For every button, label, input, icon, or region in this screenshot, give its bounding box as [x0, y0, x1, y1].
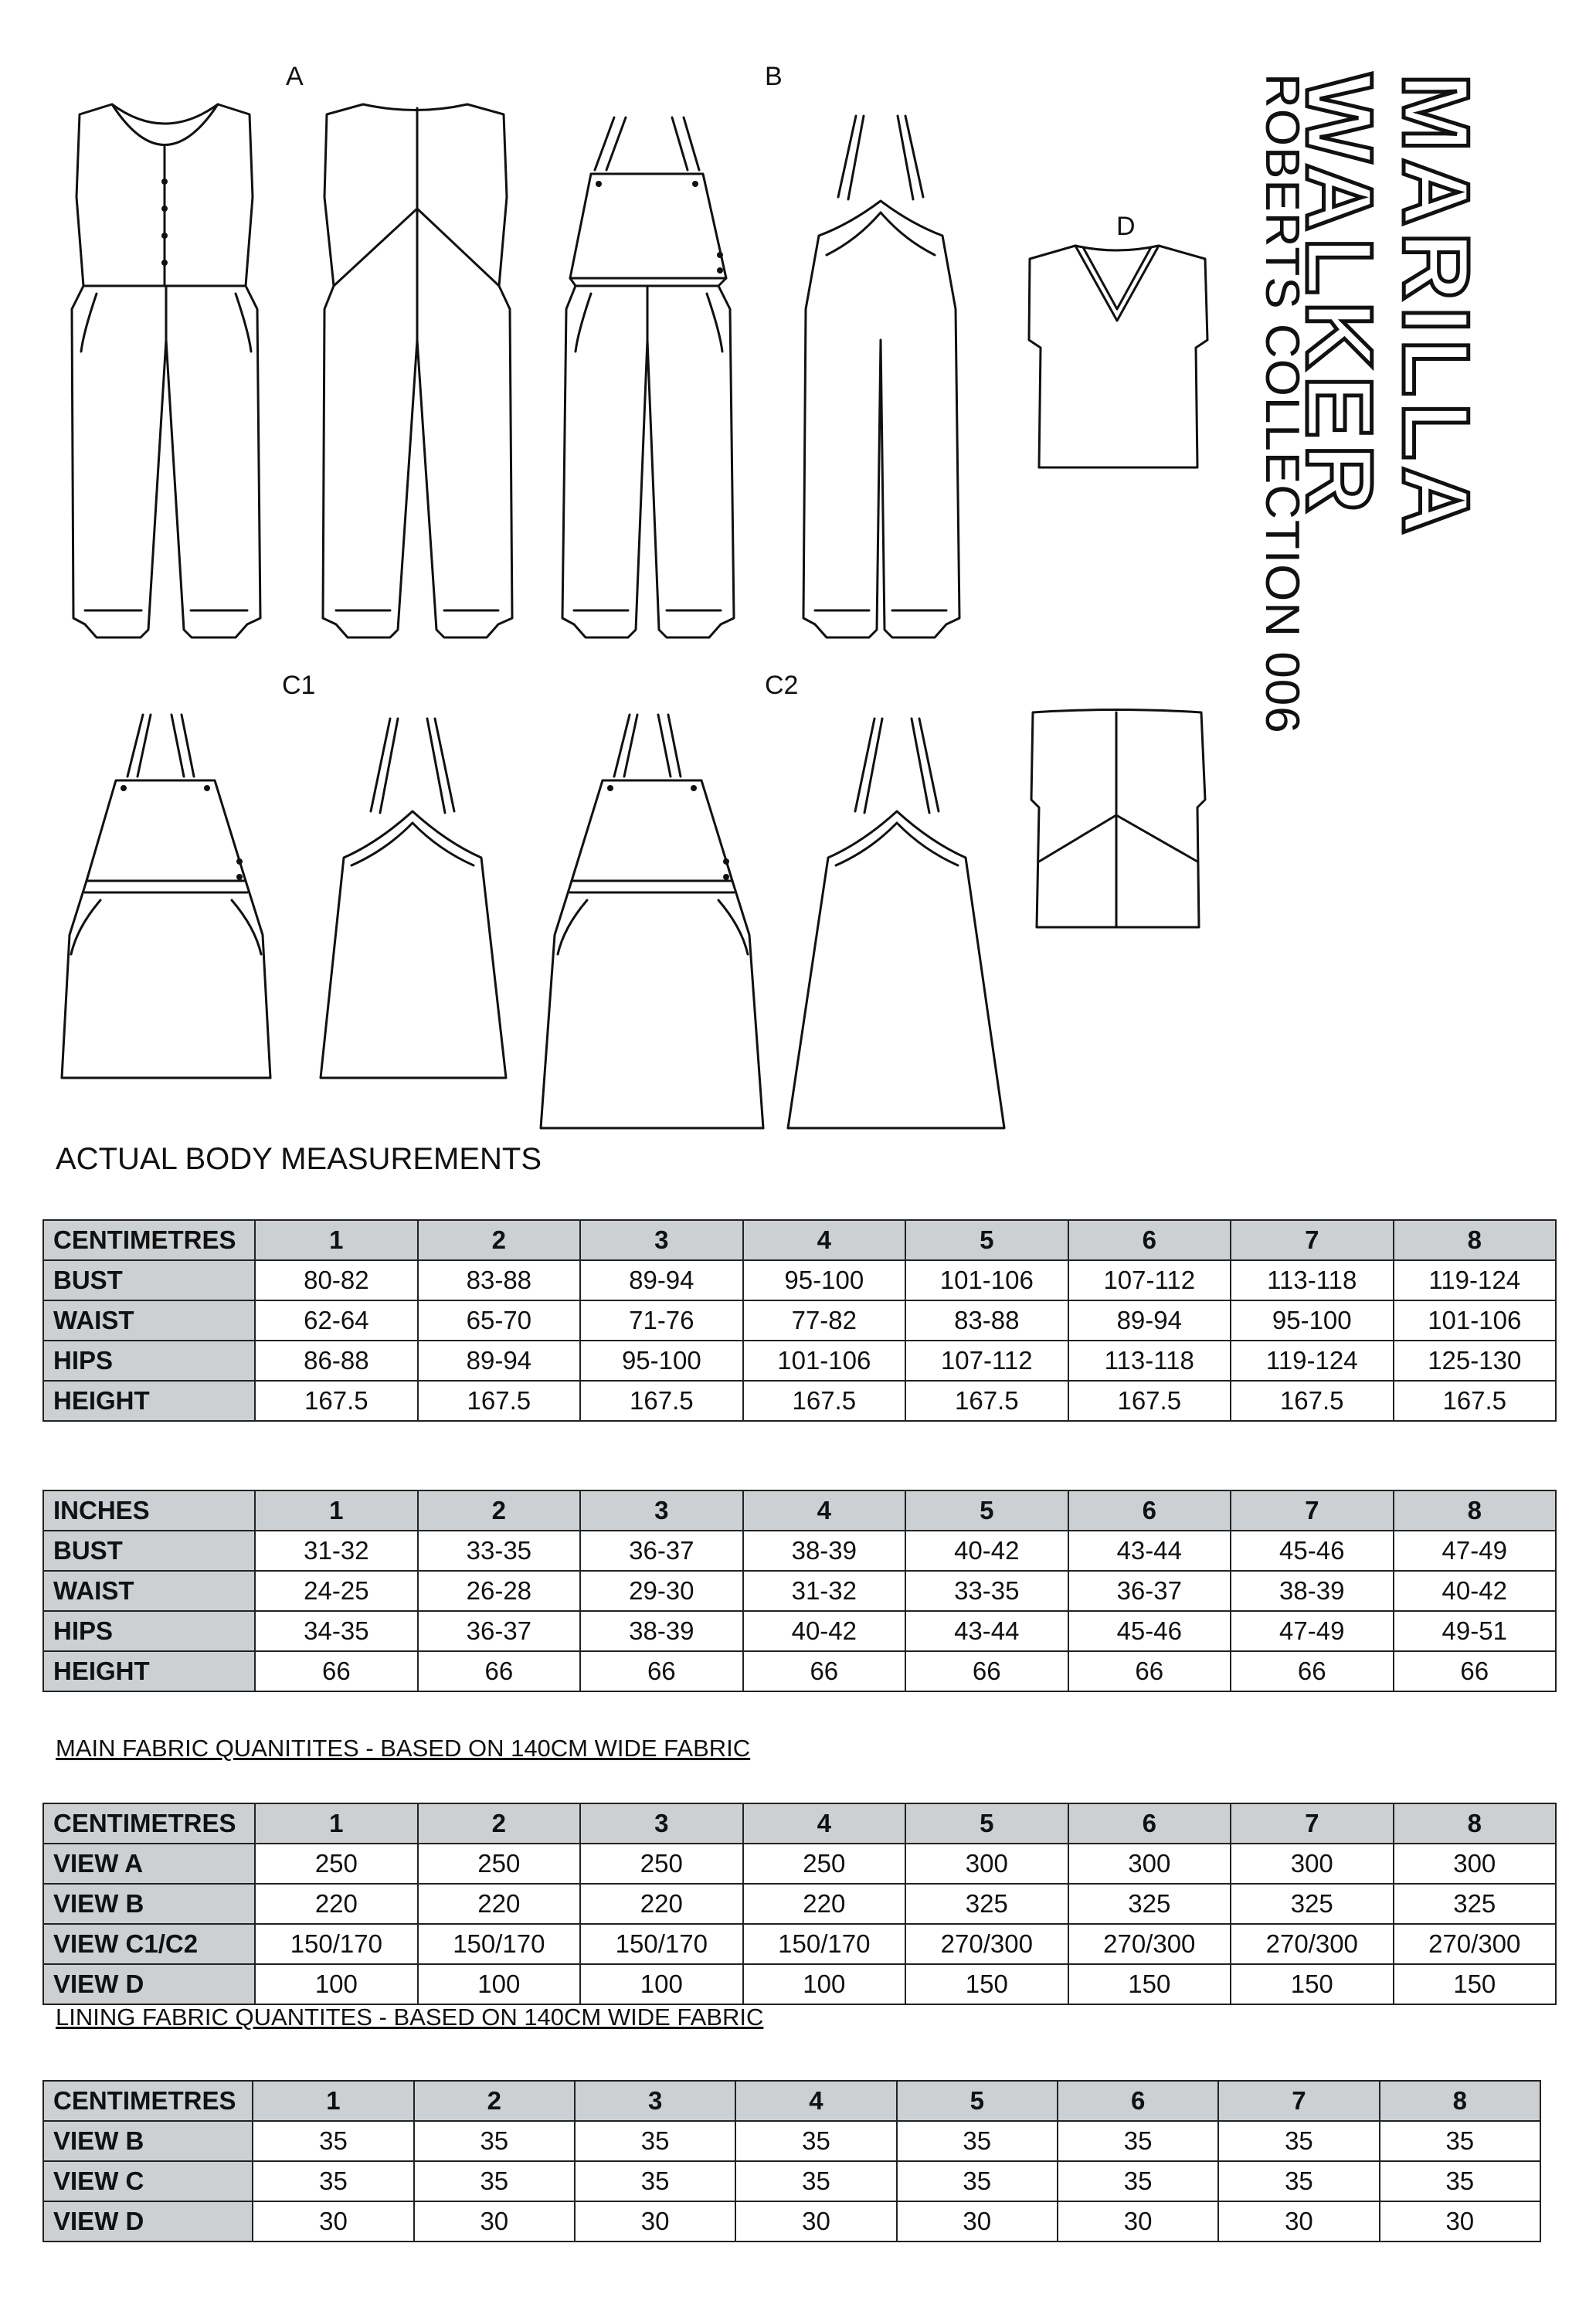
row-label-cell: BUST	[43, 1531, 255, 1571]
row-label-cell: WAIST	[43, 1571, 255, 1611]
size-header-cell: 4	[743, 1220, 905, 1260]
row-label-cell: HEIGHT	[43, 1381, 255, 1421]
row-label-cell: VIEW C	[43, 2161, 253, 2201]
view-a-back-jumpsuit	[323, 104, 512, 637]
table-row	[43, 2121, 1540, 2161]
value-cell: 250	[580, 1844, 742, 1884]
size-header-cell: 7	[1231, 1220, 1393, 1260]
value-cell: 30	[1380, 2201, 1540, 2242]
value-cell: 43-44	[1068, 1531, 1231, 1571]
value-cell: 83-88	[905, 1300, 1068, 1341]
table-row	[43, 1611, 1556, 1651]
table-row	[43, 1341, 1556, 1381]
row-label-cell: BUST	[43, 1260, 255, 1300]
brand-block: MARILLA WALKER ROBERTS COLLECTION 006	[1255, 73, 1489, 734]
lining-fabric-quantities-table	[42, 2080, 1541, 2242]
table-header-row	[43, 1220, 1556, 1260]
row-label-cell: WAIST	[43, 1300, 255, 1341]
unit-header-cell: CENTIMETRES	[43, 2081, 253, 2121]
view-b-front-dungarees	[562, 117, 734, 637]
size-header-cell: 8	[1394, 1490, 1557, 1531]
value-cell: 220	[743, 1884, 905, 1924]
value-cell: 270/300	[1394, 1924, 1557, 1964]
value-cell: 35	[1380, 2161, 1540, 2201]
value-cell: 119-124	[1231, 1341, 1393, 1381]
size-header-cell: 2	[418, 1490, 580, 1531]
value-cell: 31-32	[743, 1571, 905, 1611]
value-cell: 62-64	[255, 1300, 417, 1341]
size-header-cell: 1	[253, 2081, 413, 2121]
value-cell: 325	[1068, 1884, 1231, 1924]
table-row	[43, 2161, 1540, 2201]
value-cell: 45-46	[1068, 1611, 1231, 1651]
value-cell: 107-112	[905, 1341, 1068, 1381]
table-row	[43, 1844, 1556, 1884]
value-cell: 86-88	[255, 1341, 417, 1381]
value-cell: 35	[1218, 2121, 1379, 2161]
value-cell: 35	[253, 2161, 413, 2201]
view-b-back-dungarees	[803, 116, 959, 637]
unit-header-cell: CENTIMETRES	[43, 1220, 255, 1260]
value-cell: 35	[897, 2161, 1058, 2201]
value-cell: 77-82	[743, 1300, 905, 1341]
value-cell: 270/300	[1068, 1924, 1231, 1964]
value-cell: 47-49	[1394, 1531, 1557, 1571]
value-cell: 40-42	[905, 1531, 1068, 1571]
value-cell: 167.5	[255, 1381, 417, 1421]
row-label-cell: VIEW B	[43, 1884, 255, 1924]
row-label-cell: VIEW D	[43, 1964, 255, 2004]
value-cell: 95-100	[743, 1260, 905, 1300]
row-label-cell: VIEW D	[43, 2201, 253, 2242]
unit-header-cell: INCHES	[43, 1490, 255, 1531]
view-label-c2: C2	[765, 671, 799, 700]
view-a-front-jumpsuit	[72, 104, 260, 637]
value-cell: 35	[253, 2121, 413, 2161]
value-cell: 49-51	[1394, 1611, 1557, 1651]
value-cell: 100	[743, 1964, 905, 2004]
value-cell: 40-42	[1394, 1571, 1557, 1611]
value-cell: 30	[1218, 2201, 1379, 2242]
value-cell: 325	[1394, 1884, 1557, 1924]
size-header-cell: 1	[255, 1490, 417, 1531]
value-cell: 325	[1231, 1884, 1393, 1924]
value-cell: 125-130	[1394, 1341, 1557, 1381]
value-cell: 30	[253, 2201, 413, 2242]
value-cell: 29-30	[580, 1571, 742, 1611]
table-row	[43, 1300, 1556, 1341]
size-header-cell: 1	[255, 1220, 417, 1260]
main-fabric-quantities-table	[42, 1803, 1557, 2005]
value-cell: 150/170	[743, 1924, 905, 1964]
value-cell: 66	[1068, 1651, 1231, 1691]
value-cell: 24-25	[255, 1571, 417, 1611]
value-cell: 89-94	[1068, 1300, 1231, 1341]
size-header-cell: 7	[1231, 1490, 1393, 1531]
value-cell: 26-28	[418, 1571, 580, 1611]
size-header-cell: 8	[1394, 1220, 1557, 1260]
value-cell: 300	[1394, 1844, 1557, 1884]
size-header-cell: 1	[255, 1803, 417, 1844]
value-cell: 95-100	[1231, 1300, 1393, 1341]
size-header-cell: 8	[1394, 1803, 1557, 1844]
value-cell: 95-100	[580, 1341, 742, 1381]
value-cell: 80-82	[255, 1260, 417, 1300]
lining-fabric-heading: LINING FABRIC QUANTITES - BASED ON 140CM WIDE FABRIC	[56, 2004, 764, 2031]
main-fabric-heading: MAIN FABRIC QUANITITES - BASED ON 140CM WIDE FABRIC	[56, 1735, 751, 1762]
value-cell: 45-46	[1231, 1531, 1393, 1571]
table-row	[43, 1571, 1556, 1611]
value-cell: 167.5	[743, 1381, 905, 1421]
view-d-front-top	[1029, 246, 1207, 467]
table-row	[43, 2201, 1540, 2242]
value-cell: 150	[1394, 1964, 1557, 2004]
value-cell: 31-32	[255, 1531, 417, 1571]
value-cell: 150	[1231, 1964, 1393, 2004]
size-header-cell: 6	[1058, 2081, 1218, 2121]
size-header-cell: 4	[743, 1490, 905, 1531]
value-cell: 250	[418, 1844, 580, 1884]
value-cell: 66	[1394, 1651, 1557, 1691]
value-cell: 35	[575, 2121, 735, 2161]
value-cell: 30	[414, 2201, 575, 2242]
size-header-cell: 7	[1231, 1803, 1393, 1844]
view-label-a: A	[286, 62, 304, 91]
table-row	[43, 1964, 1556, 2004]
size-header-cell: 5	[905, 1803, 1068, 1844]
value-cell: 300	[905, 1844, 1068, 1884]
value-cell: 40-42	[743, 1611, 905, 1651]
value-cell: 101-106	[1394, 1300, 1557, 1341]
table-header-row	[43, 2081, 1540, 2121]
value-cell: 107-112	[1068, 1260, 1231, 1300]
value-cell: 220	[580, 1884, 742, 1924]
value-cell: 65-70	[418, 1300, 580, 1341]
unit-header-cell: CENTIMETRES	[43, 1803, 255, 1844]
value-cell: 101-106	[743, 1341, 905, 1381]
value-cell: 89-94	[418, 1341, 580, 1381]
view-label-c1: C1	[282, 671, 316, 700]
value-cell: 35	[1058, 2121, 1218, 2161]
row-label-cell: HIPS	[43, 1341, 255, 1381]
value-cell: 150/170	[580, 1924, 742, 1964]
size-header-cell: 3	[575, 2081, 735, 2121]
size-header-cell: 4	[735, 2081, 896, 2121]
view-c1-back-pinafore	[321, 719, 506, 1078]
value-cell: 270/300	[905, 1924, 1068, 1964]
size-header-cell: 2	[414, 2081, 575, 2121]
value-cell: 34-35	[255, 1611, 417, 1651]
value-cell: 100	[418, 1964, 580, 2004]
value-cell: 36-37	[418, 1611, 580, 1651]
row-label-cell: HIPS	[43, 1611, 255, 1651]
value-cell: 38-39	[1231, 1571, 1393, 1611]
value-cell: 101-106	[905, 1260, 1068, 1300]
size-header-cell: 8	[1380, 2081, 1540, 2121]
row-label-cell: VIEW B	[43, 2121, 253, 2161]
value-cell: 83-88	[418, 1260, 580, 1300]
value-cell: 167.5	[580, 1381, 742, 1421]
size-header-cell: 5	[905, 1220, 1068, 1260]
value-cell: 30	[575, 2201, 735, 2242]
value-cell: 325	[905, 1884, 1068, 1924]
value-cell: 100	[580, 1964, 742, 2004]
size-header-cell: 3	[580, 1220, 742, 1260]
value-cell: 66	[255, 1651, 417, 1691]
value-cell: 300	[1068, 1844, 1231, 1884]
table-row	[43, 1924, 1556, 1964]
table-row	[43, 1260, 1556, 1300]
table-header-row	[43, 1803, 1556, 1844]
size-header-cell: 2	[418, 1220, 580, 1260]
size-header-cell: 2	[418, 1803, 580, 1844]
value-cell: 35	[575, 2161, 735, 2201]
value-cell: 66	[1231, 1651, 1393, 1691]
size-header-cell: 6	[1068, 1490, 1231, 1531]
value-cell: 150/170	[418, 1924, 580, 1964]
body-measurements-inches-table	[42, 1490, 1557, 1692]
size-header-cell: 6	[1068, 1803, 1231, 1844]
table-row	[43, 1884, 1556, 1924]
value-cell: 35	[414, 2121, 575, 2161]
value-cell: 66	[905, 1651, 1068, 1691]
value-cell: 89-94	[580, 1260, 742, 1300]
view-c1-front-pinafore	[62, 715, 270, 1078]
value-cell: 100	[255, 1964, 417, 2004]
value-cell: 300	[1231, 1844, 1393, 1884]
value-cell: 33-35	[905, 1571, 1068, 1611]
value-cell: 33-35	[418, 1531, 580, 1571]
view-label-d: D	[1116, 212, 1136, 241]
value-cell: 35	[1058, 2161, 1218, 2201]
value-cell: 30	[735, 2201, 896, 2242]
value-cell: 167.5	[418, 1381, 580, 1421]
value-cell: 30	[897, 2201, 1058, 2242]
size-header-cell: 5	[905, 1490, 1068, 1531]
value-cell: 35	[735, 2161, 896, 2201]
value-cell: 66	[580, 1651, 742, 1691]
row-label-cell: VIEW A	[43, 1844, 255, 1884]
value-cell: 119-124	[1394, 1260, 1557, 1300]
table-row	[43, 1381, 1556, 1421]
value-cell: 36-37	[1068, 1571, 1231, 1611]
view-c2-front-pinafore	[541, 715, 763, 1128]
value-cell: 167.5	[1231, 1381, 1393, 1421]
value-cell: 35	[1218, 2161, 1379, 2201]
value-cell: 35	[897, 2121, 1058, 2161]
value-cell: 150/170	[255, 1924, 417, 1964]
row-label-cell: VIEW C1/C2	[43, 1924, 255, 1964]
value-cell: 43-44	[905, 1611, 1068, 1651]
value-cell: 30	[1058, 2201, 1218, 2242]
value-cell: 270/300	[1231, 1924, 1393, 1964]
value-cell: 47-49	[1231, 1611, 1393, 1651]
value-cell: 220	[418, 1884, 580, 1924]
table-row	[43, 1651, 1556, 1691]
value-cell: 150	[905, 1964, 1068, 2004]
value-cell: 113-118	[1068, 1341, 1231, 1381]
table-header-row	[43, 1490, 1556, 1531]
value-cell: 167.5	[1068, 1381, 1231, 1421]
value-cell: 66	[418, 1651, 580, 1691]
size-header-cell: 4	[743, 1803, 905, 1844]
value-cell: 38-39	[580, 1611, 742, 1651]
size-header-cell: 7	[1218, 2081, 1379, 2121]
body-measurements-heading: ACTUAL BODY MEASUREMENTS	[56, 1142, 542, 1176]
view-c2-back-pinafore	[788, 719, 1004, 1128]
value-cell: 250	[255, 1844, 417, 1884]
value-cell: 71-76	[580, 1300, 742, 1341]
value-cell: 38-39	[743, 1531, 905, 1571]
size-header-cell: 6	[1068, 1220, 1231, 1260]
body-measurements-cm-table	[42, 1219, 1557, 1422]
size-header-cell: 5	[897, 2081, 1058, 2121]
value-cell: 35	[735, 2121, 896, 2161]
value-cell: 167.5	[1394, 1381, 1557, 1421]
value-cell: 150	[1068, 1964, 1231, 2004]
value-cell: 36-37	[580, 1531, 742, 1571]
value-cell: 167.5	[905, 1381, 1068, 1421]
value-cell: 250	[743, 1844, 905, 1884]
value-cell: 35	[1380, 2121, 1540, 2161]
value-cell: 66	[743, 1651, 905, 1691]
value-cell: 35	[414, 2161, 575, 2201]
view-label-b: B	[765, 62, 783, 91]
table-row	[43, 1531, 1556, 1571]
size-header-cell: 3	[580, 1803, 742, 1844]
value-cell: 220	[255, 1884, 417, 1924]
row-label-cell: HEIGHT	[43, 1651, 255, 1691]
value-cell: 113-118	[1231, 1260, 1393, 1300]
size-header-cell: 3	[580, 1490, 742, 1531]
view-d-back-top	[1031, 710, 1205, 928]
